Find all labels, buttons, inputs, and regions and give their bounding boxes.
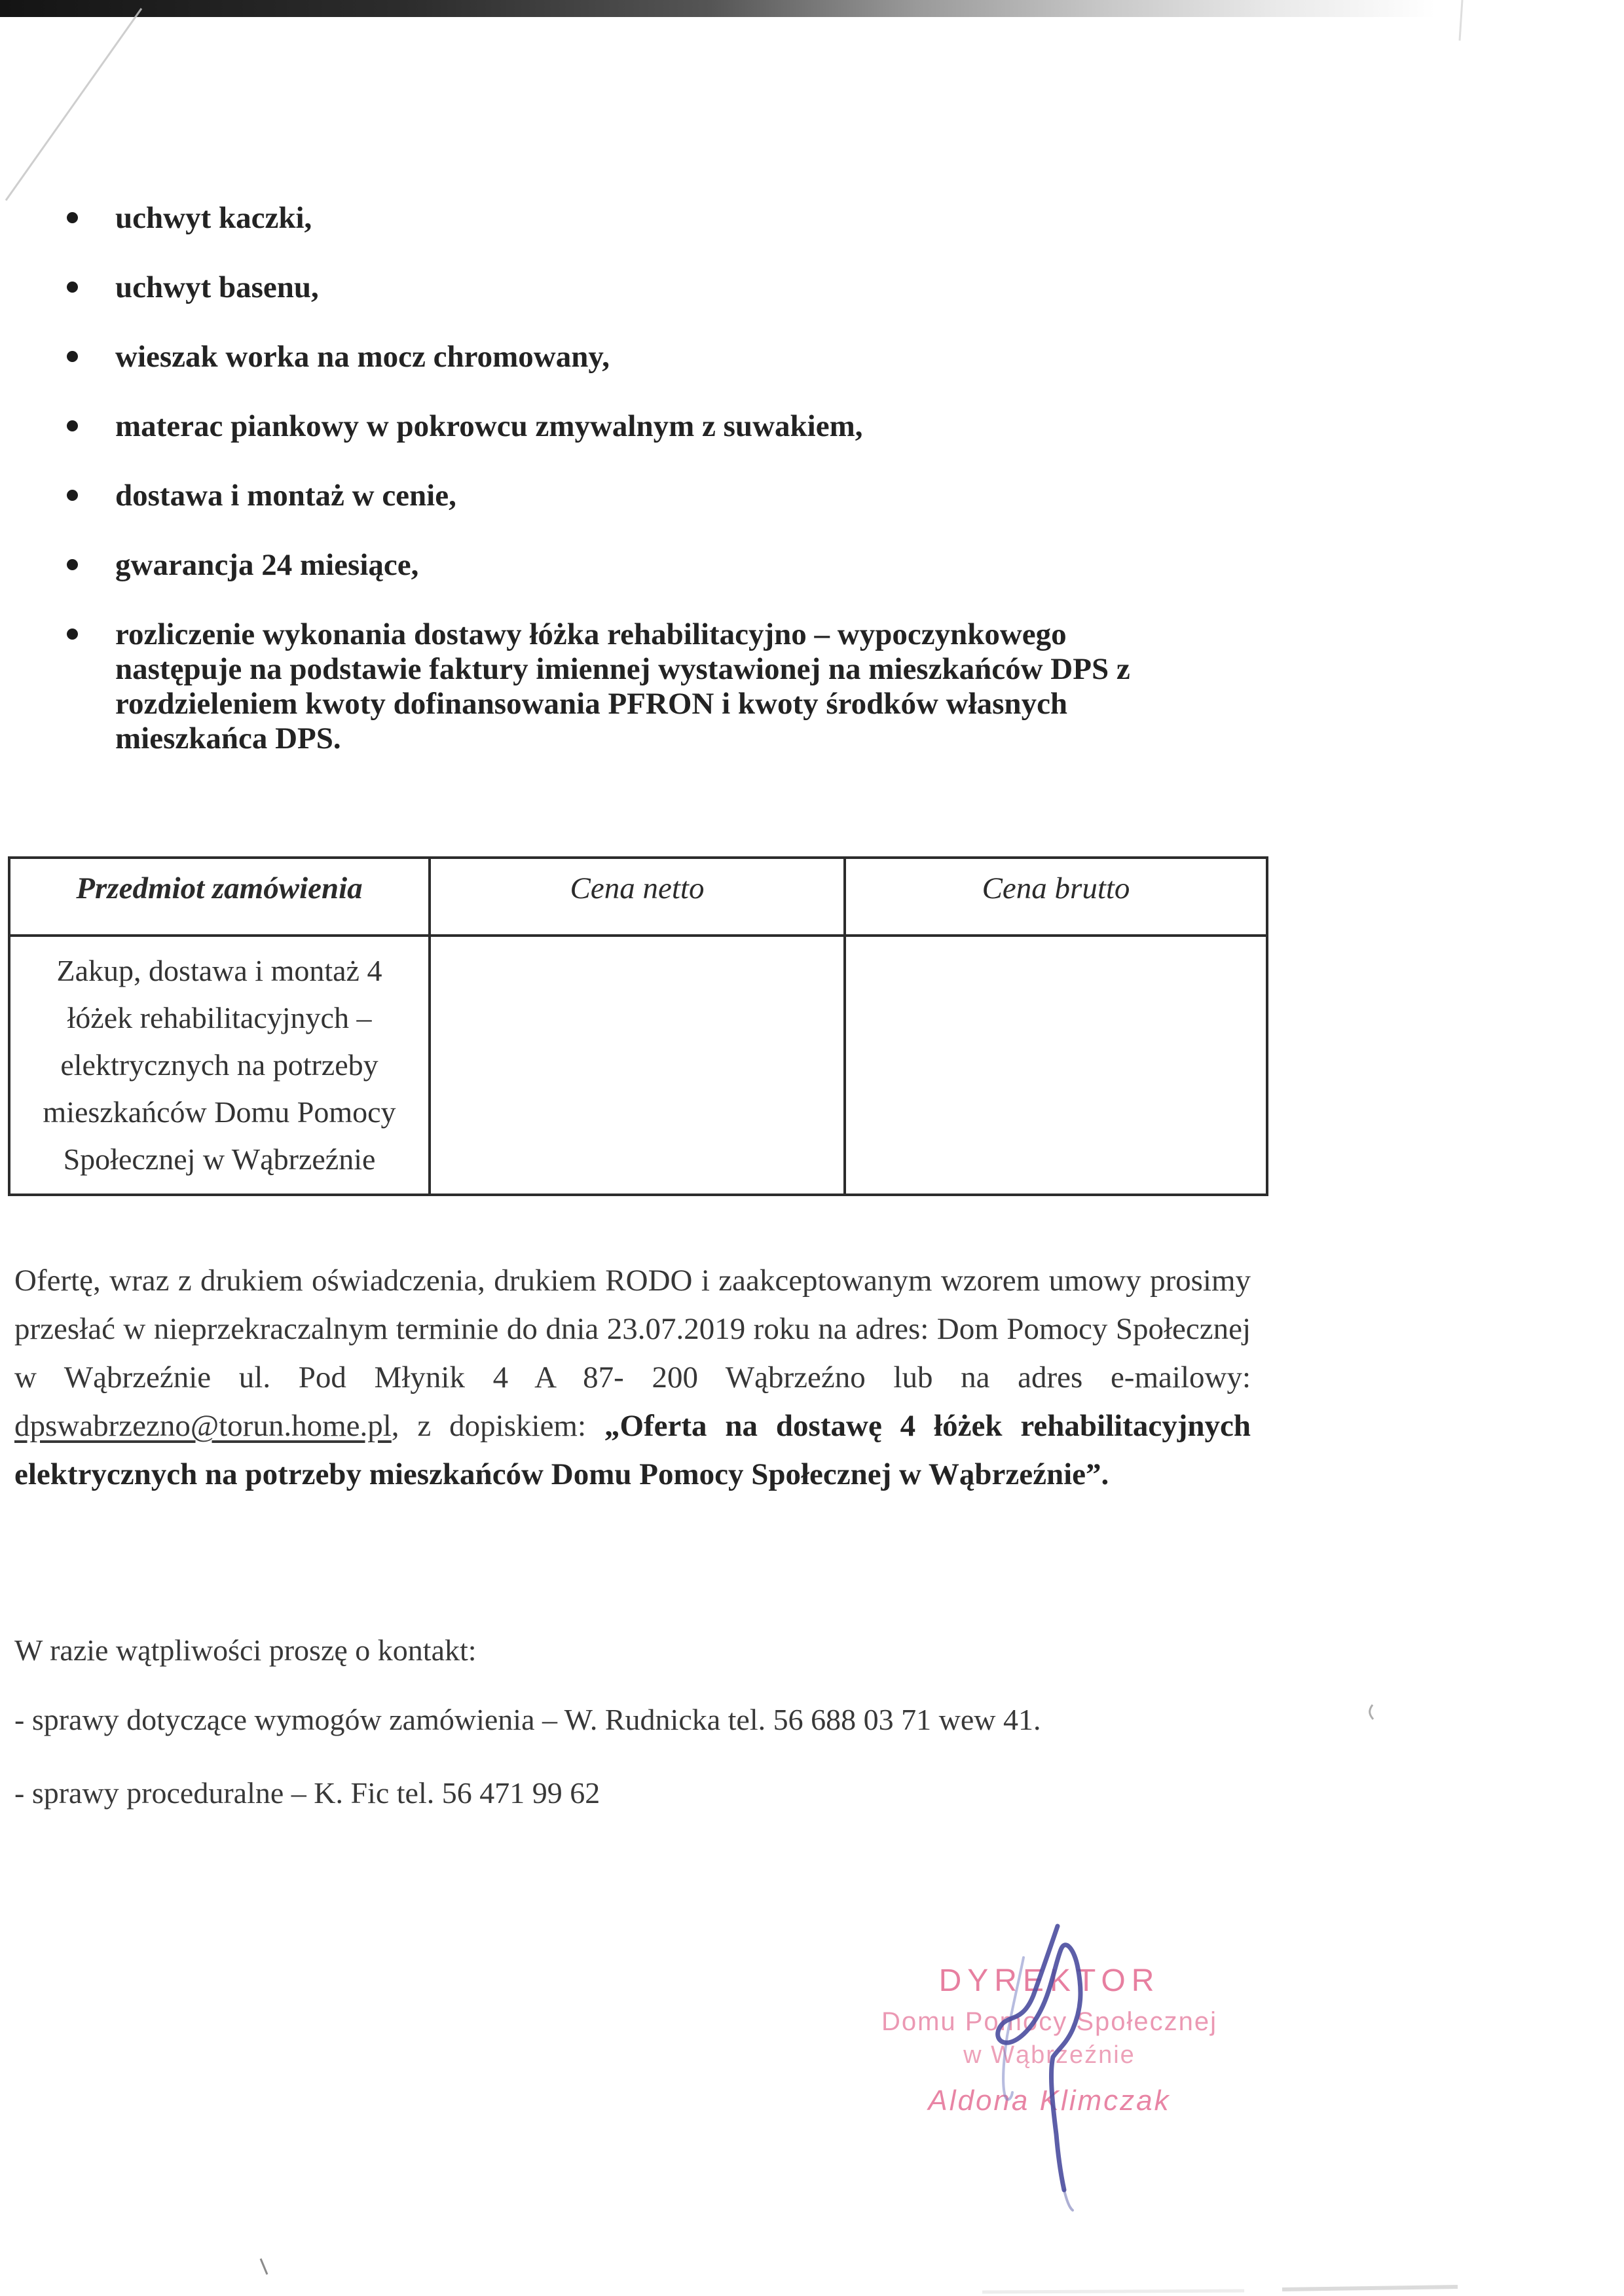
stamp-org-line: Domu Pomocy Społecznej (881, 2007, 1218, 2036)
bullet-icon (67, 351, 78, 362)
list-item-text: gwarancja 24 miesiące, (115, 548, 419, 582)
email-address: dpswabrzezno@torun.home.pl (14, 1409, 392, 1443)
list-item (65, 479, 1198, 513)
contact-intro: W razie wątpliwości proszę o kontakt: (14, 1633, 477, 1667)
list-item (65, 201, 1198, 236)
list-item (65, 270, 1198, 305)
offer-title-quote: „Oferta na dostawę 4 łóżek rehabilitacyjnych elektrycznych na potrzeby mieszkańców Domu Pomocy Społecznej w Wąbrzeźnie”. (14, 1409, 1251, 1491)
contact-item: - sprawy proceduralne – K. Fic tel. 56 471 99 62 (14, 1776, 600, 1810)
price-table (8, 856, 1268, 1196)
ink-fleck (261, 2259, 267, 2274)
stamp-director-name: Aldona Klimczak (928, 2085, 1171, 2117)
offer-submission-paragraph (14, 1256, 1251, 1499)
page-edge-diagonal (6, 9, 141, 200)
signature-main-stroke (998, 1926, 1080, 2190)
stamp-title: DYREKTOR (938, 1963, 1160, 1998)
column-header-cena-netto: Cena netto (430, 858, 845, 936)
bullet-icon (67, 420, 78, 431)
bullet-icon (67, 282, 78, 293)
list-item-text: wieszak worka na mocz chromowany, (115, 340, 610, 374)
stamp-city-line: w Wąbrzeźnie (963, 2041, 1135, 2069)
offer-text: Ofertę, wraz z drukiem oświadczenia, drukiem RODO i zaakceptowanym wzorem umowy prosimy przesłać w nieprzekraczalnym terminie do dnia 23.07.2019 roku na adres: Dom Pomocy Społecznej w Wąbrzeźnie ul. Pod Młynik 4 A 87- 200 Wąbrzeźno lub na adres e-mailowy: (14, 1264, 1251, 1394)
bullet-list (65, 201, 1198, 791)
bullet-icon (67, 490, 78, 501)
list-item-text: uchwyt kaczki, (115, 201, 312, 235)
list-item (65, 548, 1198, 583)
contact-item: - sprawy dotyczące wymogów zamówienia – W. Rudnicka tel. 56 688 03 71 wew 41. (14, 1703, 1041, 1736)
scan-smudge (982, 2291, 1244, 2292)
scan-smudge (1282, 2287, 1458, 2289)
list-item (65, 340, 1198, 374)
list-item-text: dostawa i montaż w cenie, (115, 479, 456, 513)
cell-przedmiot: Zakup, dostawa i montaż 4 łóżek rehabilitacyjnych – elektrycznych na potrzeby mieszkańców Domu Pomocy Społecznej w Wąbrzeźnie (9, 936, 430, 1195)
column-header-cena-brutto: Cena brutto (845, 858, 1267, 936)
page-edge-mark (1460, 0, 1462, 41)
offer-text: , z dopiskiem: (391, 1409, 604, 1443)
cell-cena-netto (430, 936, 845, 1195)
list-item (65, 409, 1198, 444)
cell-cena-brutto (845, 936, 1267, 1195)
signature-tail-stroke (1064, 2190, 1073, 2210)
list-item-text: materac piankowy w pokrowcu zmywalnym z suwakiem, (115, 409, 863, 443)
signature-light-stroke (1003, 1958, 1024, 2100)
table-row (9, 936, 1267, 1195)
column-header-przedmiot: Przedmiot zamówienia (9, 858, 430, 936)
list-item (65, 617, 1198, 756)
ink-fleck (1370, 1705, 1373, 1719)
bullet-icon (67, 212, 78, 223)
bullet-icon (67, 629, 78, 640)
list-item-text: rozliczenie wykonania dostawy łóżka rehabilitacyjno – wypoczynkowego następuje na podstawie faktury imiennej wystawionej na mieszkańców DPS z rozdzieleniem kwoty dofinansowania PFRON i kwoty środków własnych mieszkańca DPS. (115, 617, 1130, 756)
bullet-icon (67, 559, 78, 570)
list-item-text: uchwyt basenu, (115, 270, 319, 304)
contact-section (14, 1633, 1259, 1810)
handwritten-signature (950, 1892, 1120, 2259)
table-header-row (9, 858, 1267, 936)
